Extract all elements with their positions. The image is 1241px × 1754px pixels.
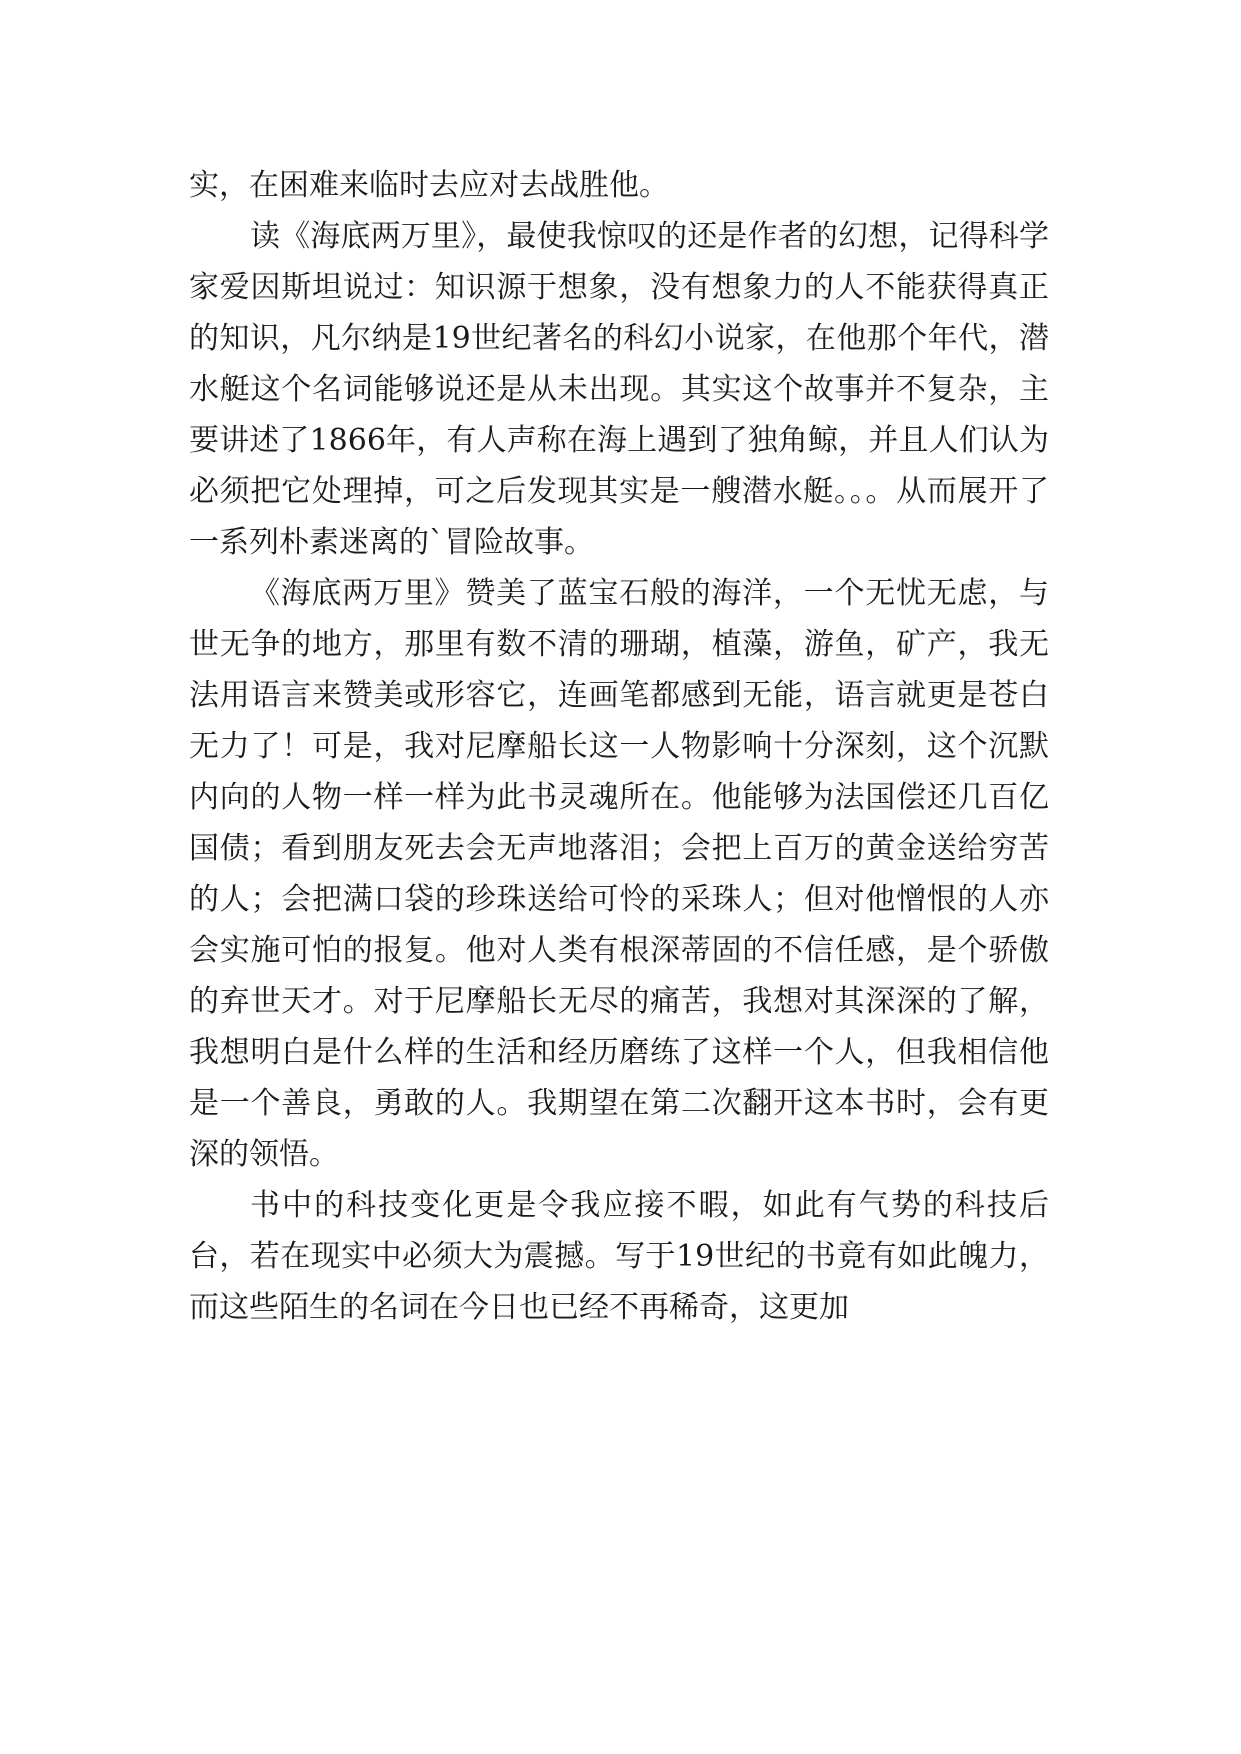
paragraph-1: 实，在困难来临时去应对去战胜他。 <box>189 168 669 203</box>
paragraph-4: 书中的科技变化更是令我应接不暇，如此有气势的科技后台，若在现实中必须大为震撼。写于19世纪的书竟有如此魄力，而这些陌生的名词在今日也已经不再稀奇，这更加 <box>189 1188 1049 1325</box>
document-body <box>189 160 1049 1333</box>
paragraph-2: 读《海底两万里》，最使我惊叹的还是作者的幻想，记得科学家爱因斯坦说过：知识源于想象，没有想象力的人不能获得真正的知识，凡尔纳是19世纪著名的科幻小说家，在他那个年代，潜水艇这个名词能够说还是从未出现。其实这个故事并不复杂，主要讲述了1866年，有人声称在海上遇到了独角鲸，并且人们认为必须把它处理掉，可之后发现其实是一艘潜水艇。。。从而展开了一系列朴素迷离的`冒险故事。 <box>189 219 1049 560</box>
paragraph-3: 《海底两万里》赞美了蓝宝石般的海洋，一个无忧无虑，与世无争的地方，那里有数不清的珊瑚，植藻，游鱼，矿产，我无法用语言来赞美或形容它，连画笔都感到无能，语言就更是苍白无力了！可是，我对尼摩船长这一人物影响十分深刻，这个沉默内向的人物一样一样为此书灵魂所在。他能够为法国偿还几百亿国债；看到朋友死去会无声地落泪；会把上百万的黄金送给穷苦的人；会把满口袋的珍珠送给可怜的采珠人；但对他憎恨的人亦会实施可怕的报复。他对人类有根深蒂固的不信任感，是个骄傲的弃世天才。对于尼摩船长无尽的痛苦，我想对其深深的了解，我想明白是什么样的生活和经历磨练了这样一个人，但我相信他是一个善良，勇敢的人。我期望在第二次翻开这本书时，会有更深的领悟。 <box>189 576 1049 1172</box>
